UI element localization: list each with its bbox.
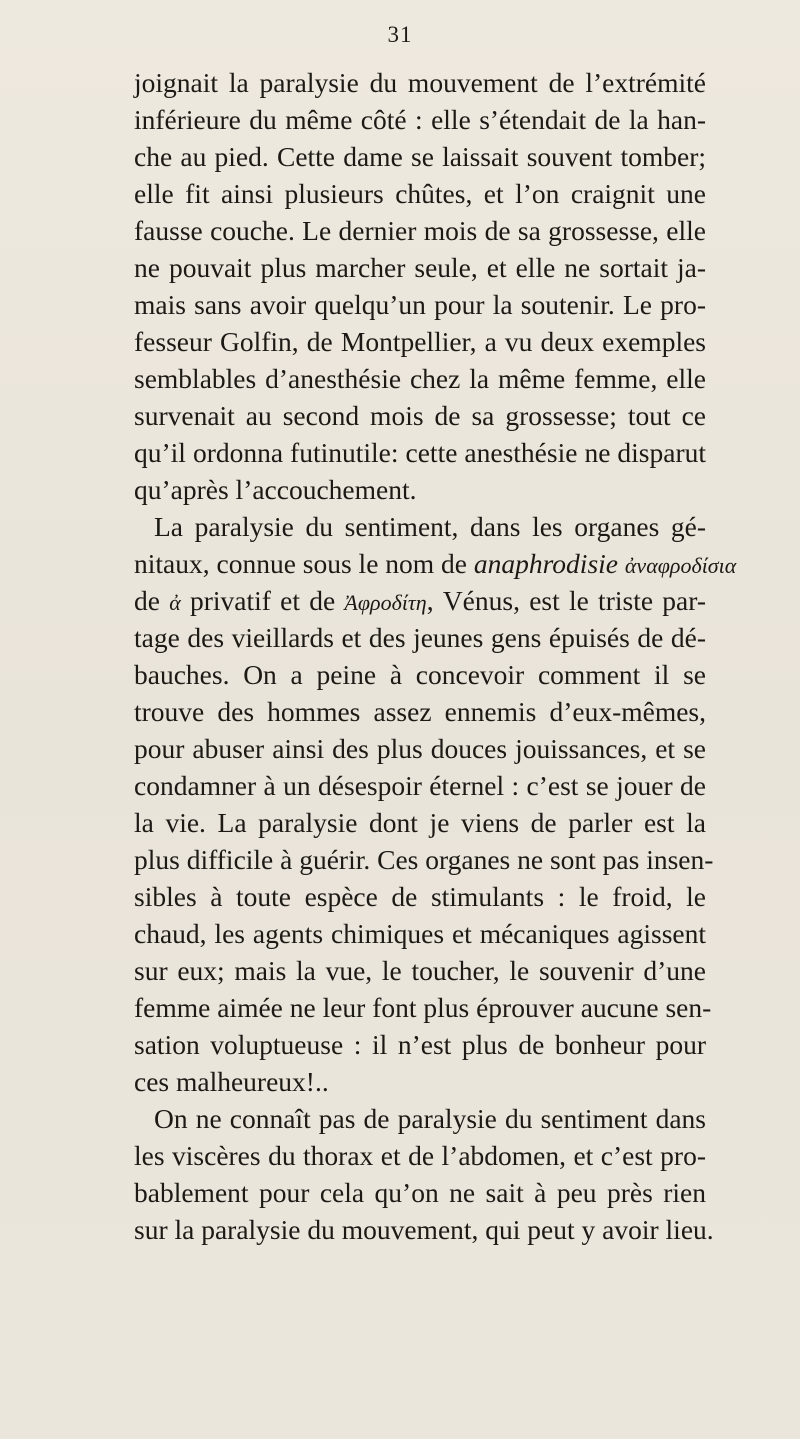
text-segment: pour abuser ainsi des plus douces jouissances, et se [134,733,706,764]
text-line [134,545,737,582]
text-line: fesseur Golfin, de Montpellier, a vu deux exemples [134,326,706,357]
text-line [134,767,706,804]
text-line [134,952,706,989]
body-text [134,64,737,1248]
text-line [134,1211,714,1248]
text-line: semblables d’anesthésie chez la même femme, elle [134,363,706,394]
text-line [134,1174,706,1211]
text-segment: sation voluptueuse : il n’est plus de bonheur pour [134,1029,706,1060]
text-line [134,1100,706,1137]
text-line [134,989,712,1026]
text-segment: privatif et de [180,585,345,616]
text-segment: condamner à un désespoir éternel : c’est se jouer de [134,770,706,801]
text-segment: nitaux, connue sous le nom de [134,548,474,579]
text-segment: tage des vieillards et des jeunes gens épuisés de dé- [134,622,706,653]
page-number: 31 [387,22,413,47]
text-segment: trouve des hommes assez ennemis d’eux-mêmes, [134,696,706,727]
text-line [134,1026,706,1063]
text-segment: sibles à toute espèce de stimulants : le froid, le [134,881,706,912]
text-line [134,656,706,693]
text-segment: bauches. On a peine à concevoir comment il se [134,659,706,690]
text-segment: On ne connaît pas de paralysie du sentiment dans [154,1103,706,1134]
text-segment: bablement pour cela qu’on ne sait à peu près rien [134,1177,706,1208]
text-line: survenait au second mois de sa grossesse; tout ce [134,400,706,431]
text-line: joignait la paralysie du mouvement de l’extrémité [134,67,706,98]
text-segment: plus difficile à guérir. Ces organes ne sont pas insen- [134,844,714,875]
text-line [134,1063,706,1100]
text-segment: les viscères du thorax et de l’abdomen, et c’est pro- [134,1140,706,1171]
text-segment: sur eux; mais la vue, le toucher, le souvenir d’une [134,955,706,986]
greek-word: Ἀφροδίτη [344,590,427,615]
text-line: elle fit ainsi plusieurs chûtes, et l’on craignit une [134,178,706,209]
text-line: ne pouvait plus marcher seule, et elle ne sortait ja- [134,252,706,283]
text-line [134,693,706,730]
text-line: qu’il ordonna futinutile: cette anesthésie ne disparut [134,437,706,468]
text-line: che au pied. Cette dame se laissait souvent tomber; [134,141,706,172]
text-segment: La paralysie du sentiment, dans les organes gé- [154,511,706,542]
text-line [134,878,706,915]
text-segment [618,548,625,579]
text-line [134,730,706,767]
text-line [134,915,706,952]
text-segment: de [134,585,170,616]
greek-word: ἀναφροδίσια [624,553,737,578]
text-segment: sur la paralysie du mouvement, qui peut y avoir lieu. [134,1214,714,1245]
text-segment: femme aimée ne leur font plus éprouver aucune sen- [134,992,712,1023]
greek-word: ἀ [169,590,181,615]
text-line [134,841,714,878]
text-line: fausse couche. Le dernier mois de sa grossesse, elle [134,215,706,246]
text-line [134,582,706,619]
text-segment: la vie. La paralysie dont je viens de parler est la [134,807,706,838]
text-segment: ces malheureux!.. [134,1066,329,1097]
text-line: inférieure du même côté : elle s’étendait de la han- [134,104,706,135]
italic-term: anaphrodisie [473,548,618,579]
text-line: mais sans avoir quelqu’un pour la soutenir. Le pro- [134,289,706,320]
text-line: qu’après l’accouchement. [134,474,417,505]
text-line [134,508,706,545]
text-segment: chaud, les agents chimiques et mécaniques agissent [134,918,706,949]
text-line [134,619,706,656]
text-segment: , Vénus, est le triste par- [426,585,706,616]
text-line [134,1137,706,1174]
text-line [134,804,706,841]
